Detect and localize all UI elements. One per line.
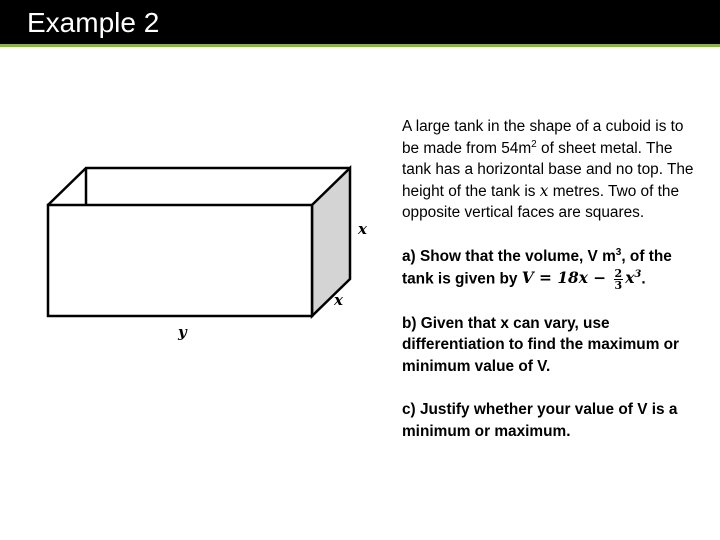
fraction-numerator: 2	[614, 266, 623, 280]
volume-exponent: 3	[615, 246, 622, 258]
question-b: b) Given that x can vary, use differentiation to find the maximum or minimum value of V.	[402, 314, 680, 375]
formula-fraction	[614, 268, 624, 291]
problem-intro	[402, 116, 702, 224]
formula-minus: −	[587, 269, 612, 288]
cuboid-back-edges	[48, 168, 350, 205]
height-label: x	[358, 220, 367, 238]
part-a-text-1: a) Show that the volume, V m	[402, 247, 616, 265]
intro-text-1: A large tank in the shape of a cuboid is to be made from 54m	[402, 118, 684, 157]
intro-text-2: of sheet metal. The tank has a horizontal base and no top. The height of the tank is	[402, 139, 694, 200]
fraction-denominator: 3	[614, 278, 623, 292]
cuboid-side-face	[312, 168, 350, 316]
cuboid-front-face	[48, 205, 312, 316]
problem-text	[402, 116, 702, 443]
intro-variable: x	[539, 181, 549, 200]
part-a-text-2: , of the tank is given by	[402, 247, 672, 288]
slide-title: Example 2	[27, 7, 160, 38]
formula-term2: x	[625, 269, 635, 288]
area-exponent: 2	[531, 138, 537, 150]
intro-text-3: metres. Two of the opposite vertical faces are squares.	[402, 182, 680, 222]
depth-label: x	[334, 291, 343, 309]
length-label: y	[178, 323, 187, 341]
question-a	[402, 246, 702, 291]
formula-lhs: V	[521, 269, 534, 288]
question-c: c) Justify whether your value of V is a minimum or maximum.	[402, 401, 678, 440]
formula-term1: 18x	[557, 269, 588, 288]
formula-period: .	[641, 270, 646, 288]
formula-term2-exponent: 3	[634, 268, 642, 280]
volume-formula	[521, 266, 642, 292]
formula-equals: =	[533, 269, 558, 288]
